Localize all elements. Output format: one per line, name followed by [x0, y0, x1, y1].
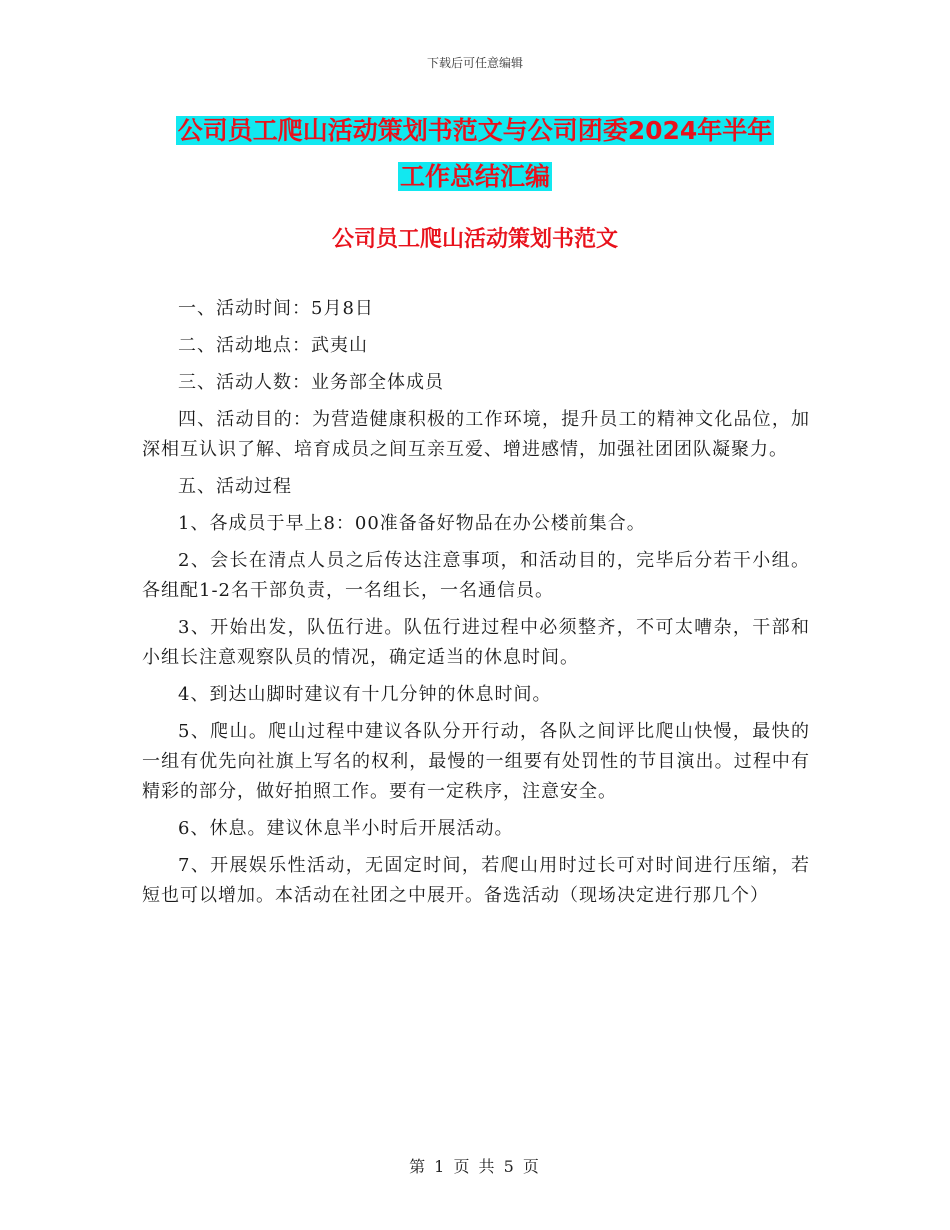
paragraph: 五、活动过程 — [178, 476, 292, 497]
paragraph: 2、会长在清点人员之后传达注意事项，和活动目的，完毕后分若干小组。各组配1-2名干部负责，一名组长，一名通信员。 — [142, 550, 810, 601]
section-title: 公司员工爬山活动策划书范文 — [331, 227, 618, 252]
page-footer: 第 1 页 共 5 页 — [409, 1157, 541, 1176]
paragraph: 一、活动时间：5月8日 — [178, 298, 374, 319]
document-title-line-1: 公司员工爬山活动策划书范文与公司团委2024年半年 — [177, 116, 773, 145]
paragraph: 5、爬山。爬山过程中建议各队分开行动，各队之间评比爬山快慢，最快的一组有优先向社旗上写名的权利，最慢的一组要有处罚性的节目演出。过程中有精彩的部分，做好拍照工作。要有一定秩序，注意安全。 — [142, 721, 810, 802]
header-note: 下载后可任意编辑 — [426, 56, 523, 70]
paragraph: 4、到达山脚时建议有十几分钟的休息时间。 — [178, 684, 552, 705]
paragraph: 6、休息。建议休息半小时后开展活动。 — [178, 818, 514, 839]
paragraph: 3、开始出发，队伍行进。队伍行进过程中必须整齐，不可太嘈杂，干部和小组长注意观察队员的情况，确定适当的休息时间。 — [142, 617, 810, 668]
paragraph: 二、活动地点：武夷山 — [178, 335, 368, 356]
paragraph: 7、开展娱乐性活动，无固定时间，若爬山用时过长可对时间进行压缩，若短也可以增加。本活动在社团之中展开。备选活动（现场决定进行那几个） — [142, 855, 810, 906]
document-title-line-2: 工作总结汇编 — [399, 162, 550, 191]
document-title — [160, 108, 790, 200]
paragraph: 1、各成员于早上8：00准备备好物品在办公楼前集合。 — [178, 513, 646, 534]
paragraph: 三、活动人数：业务部全体成员 — [178, 372, 444, 393]
paragraph: 四、活动目的：为营造健康积极的工作环境，提升员工的精神文化品位，加深相互认识了解、培育成员之间互亲互爱、增进感情，加强社团团队凝聚力。 — [142, 409, 810, 460]
document-body — [142, 294, 810, 918]
